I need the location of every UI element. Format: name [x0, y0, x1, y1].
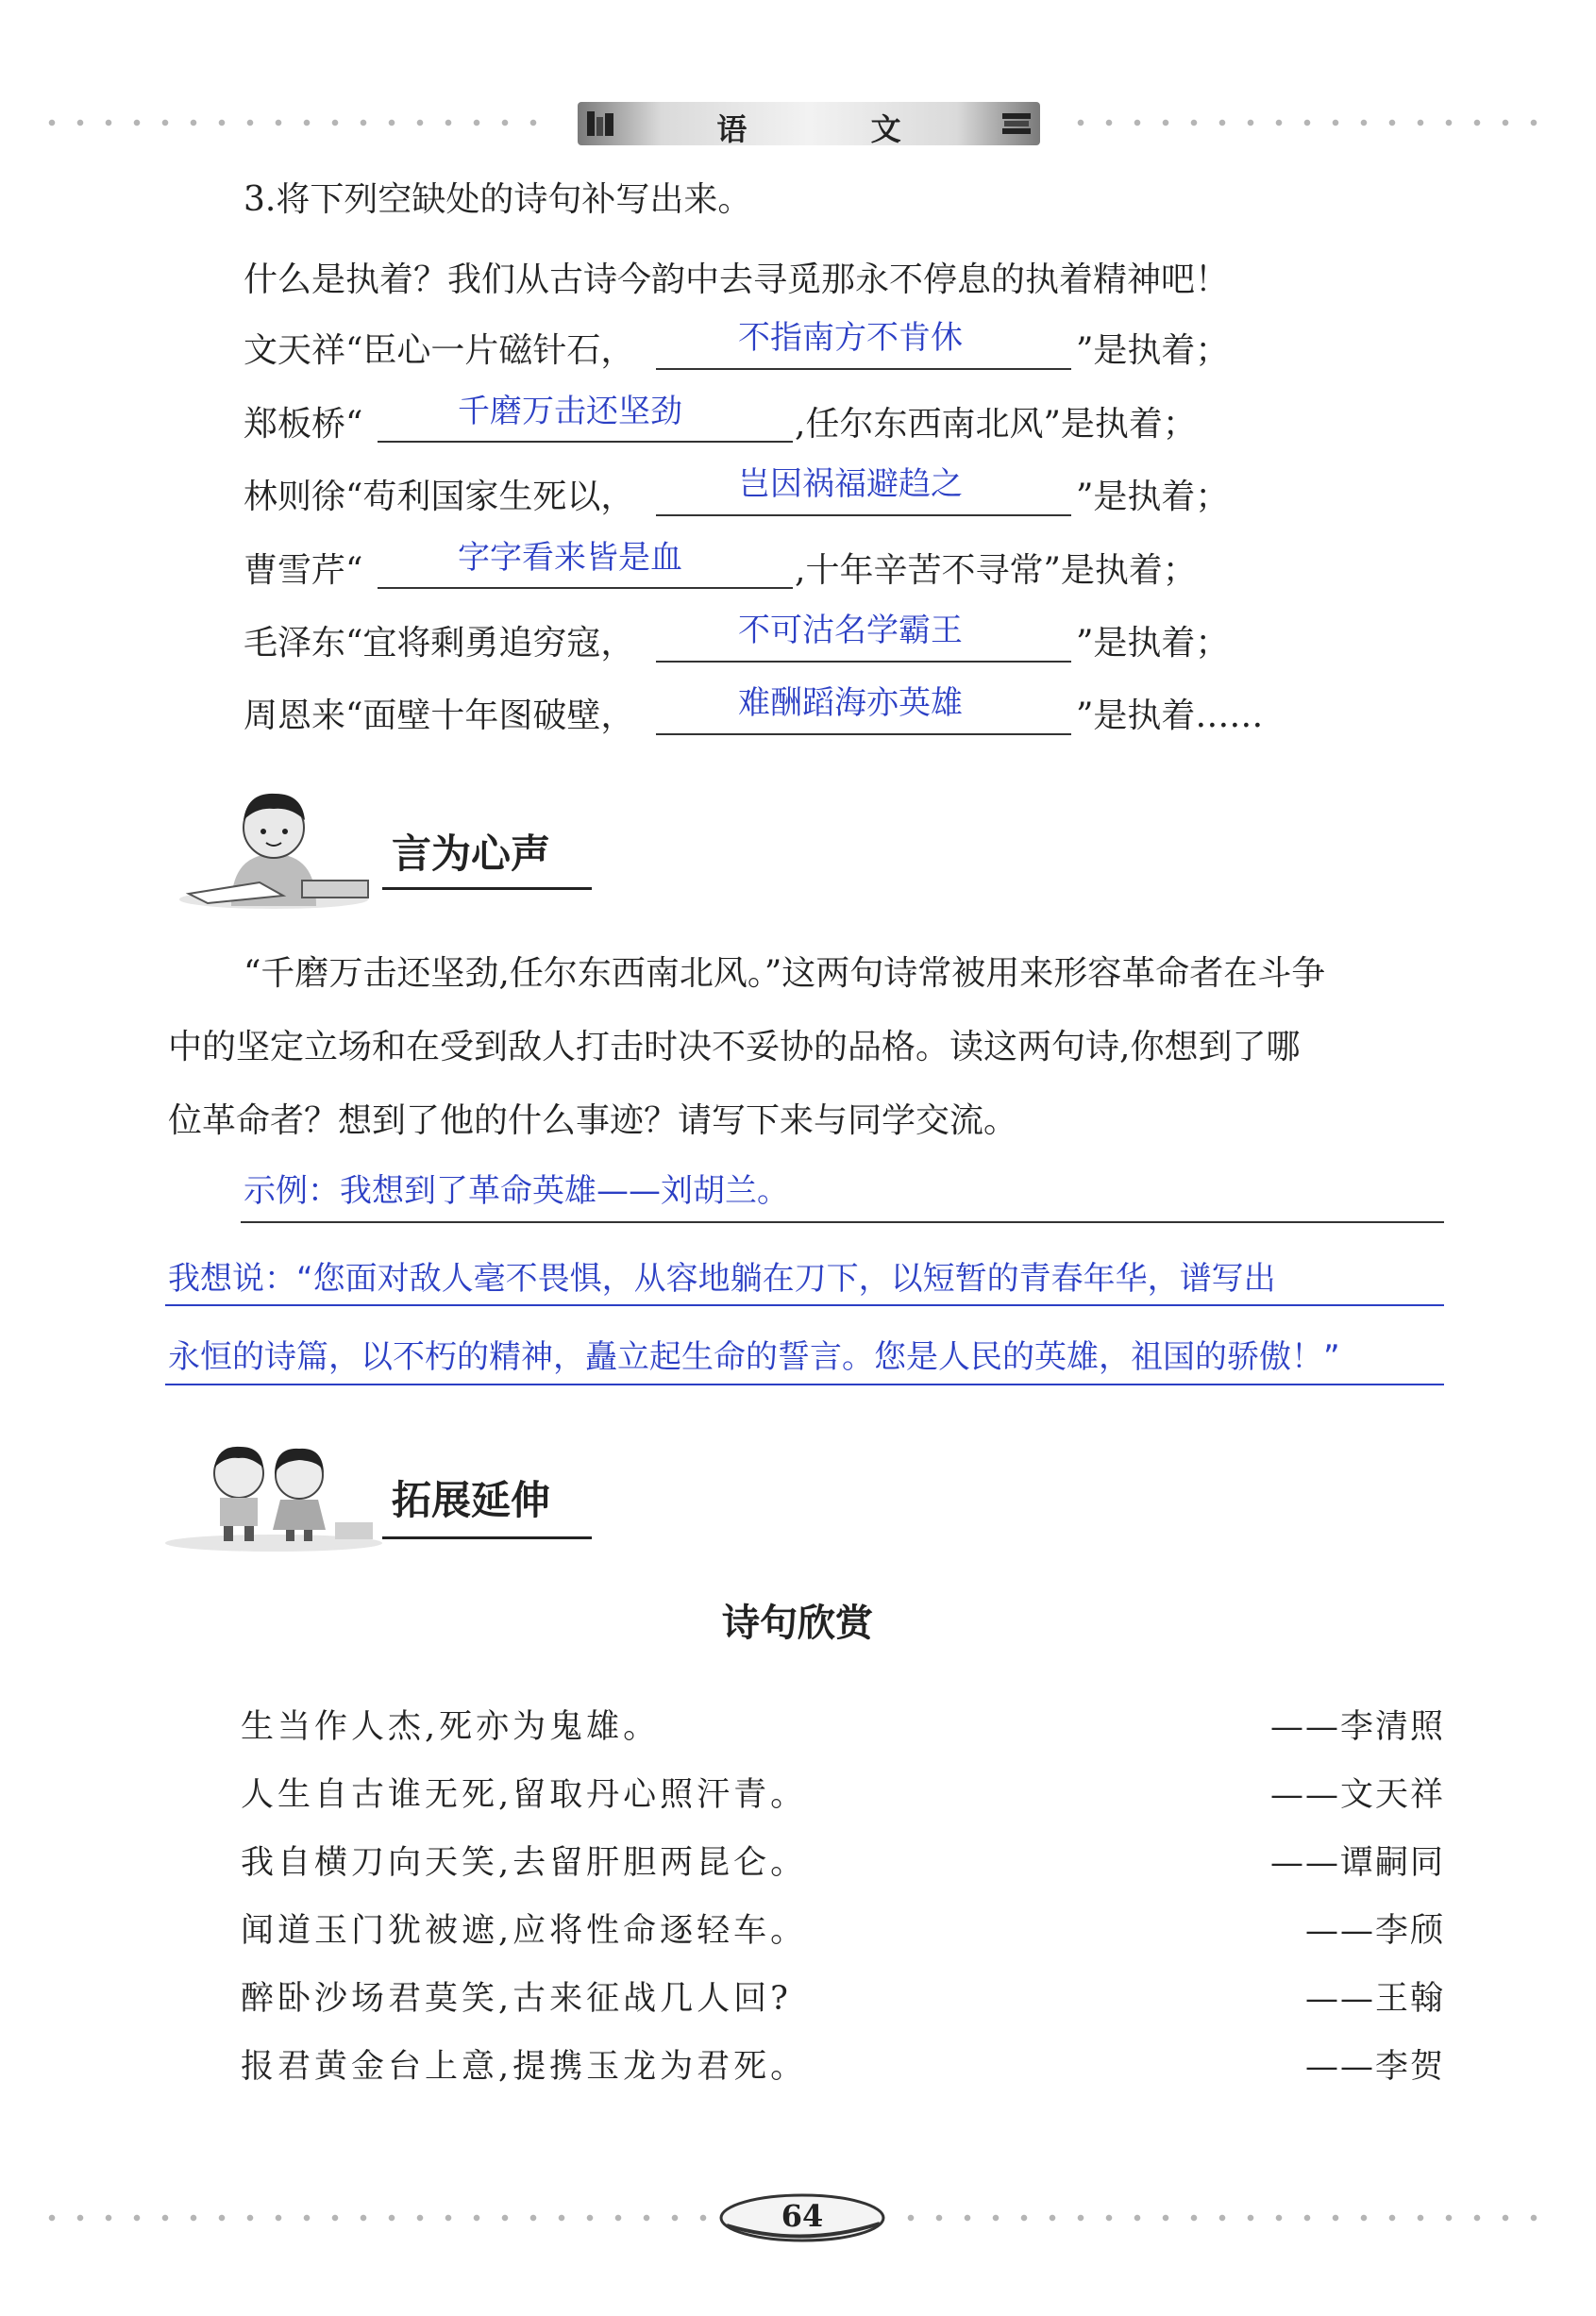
answer-blank — [378, 441, 793, 443]
poem-author: ——李清照 — [1269, 1708, 1445, 1746]
fill-line-suffix: ”是执着…… — [1076, 696, 1264, 735]
section-underline — [382, 887, 592, 890]
fill-line-prefix: 郑板桥“ — [244, 405, 363, 444]
fill-line-suffix: ”是执着； — [1076, 478, 1230, 516]
poem-author: ——李颀 — [1304, 1912, 1445, 1950]
answer-blank — [378, 587, 793, 589]
handwritten-answer: 永恒的诗篇，以不朽的精神，矗立起生命的誓言。您是人民的英雄，祖国的骄傲！” — [168, 1338, 1340, 1376]
page-number-badge — [717, 2190, 887, 2246]
fill-line-prefix: 曹雪芹“ — [244, 551, 363, 590]
answer-line — [241, 1221, 1444, 1223]
stacked-books-icon — [1000, 108, 1033, 140]
poem-author: ——王翰 — [1304, 1980, 1445, 2018]
footer-dots-right — [897, 2214, 1558, 2222]
fill-line-prefix: 周恩来“面壁十年图破壁， — [244, 696, 635, 735]
answer-blank — [656, 514, 1071, 516]
two-kids-icon — [165, 1430, 382, 1552]
poem-line: 我自横刀向天笑,去留肝胆两昆仑。 — [241, 1844, 808, 1882]
fill-line-suffix: ”是执着； — [1076, 331, 1230, 370]
header-title: 语 文 — [716, 111, 958, 147]
answer-line — [165, 1384, 1444, 1385]
fill-line-prefix: 文天祥“臣心一片磁针石， — [244, 331, 635, 370]
footer-dots-left — [38, 2214, 709, 2222]
poem-line: 闻道玉门犹被遮,应将性命逐轻车。 — [241, 1912, 808, 1950]
header-dots-left — [38, 119, 558, 126]
handwritten-answer: 难酬蹈海亦英雄 — [738, 684, 963, 722]
poem-line: 人生自古谁无死,留取丹心照汗青。 — [241, 1776, 808, 1814]
poem-author: ——谭嗣同 — [1269, 1844, 1445, 1882]
header-dots-right — [1067, 119, 1558, 126]
poem-author: ——李贺 — [1304, 2048, 1445, 2086]
header-band — [578, 102, 1040, 145]
poem-line: 生当作人杰,死亦为鬼雄。 — [241, 1708, 661, 1746]
subsection-title: 诗句欣赏 — [722, 1601, 873, 1645]
answer-line — [165, 1304, 1444, 1306]
exercise-intro: 什么是执着？我们从古诗今韵中去寻觅那永不停息的执着精神吧！ — [244, 260, 1230, 299]
fill-line-suffix: ,任尔东西南北风”是执着； — [795, 405, 1197, 444]
poem-author: ——文天祥 — [1269, 1776, 1445, 1814]
page-number: 64 — [781, 2198, 824, 2234]
handwritten-answer: 示例：我想到了革命英雄——刘胡兰。 — [244, 1172, 789, 1210]
section-title: 拓展延伸 — [392, 1477, 551, 1523]
reading-boy-icon — [179, 779, 382, 911]
poem-line: 报君黄金台上意,提携玉龙为君死。 — [241, 2048, 808, 2086]
paragraph-line: “千磨万击还坚劲,任尔东西南北风。”这两句诗常被用来形容革命者在斗争 — [244, 954, 1326, 993]
section-underline — [382, 1536, 592, 1539]
answer-blank — [656, 733, 1071, 735]
handwritten-answer: 千磨万击还坚劲 — [458, 393, 682, 430]
paragraph-line: 位革命者？想到了他的什么事迹？请写下来与同学交流。 — [168, 1101, 1018, 1140]
handwritten-answer: 字字看来皆是血 — [458, 539, 682, 577]
exercise-prompt: 3.将下列空缺处的诗句补写出来。 — [244, 180, 752, 219]
answer-blank — [656, 368, 1071, 370]
fill-line-prefix: 毛泽东“宜将剩勇追穷寇， — [244, 624, 635, 663]
fill-line-prefix: 林则徐“苟利国家生死以， — [244, 478, 635, 516]
handwritten-answer: 我想说：“您面对敌人毫不畏惧，从容地躺在刀下，以短暂的青春年华，谱写出 — [168, 1260, 1276, 1298]
handwritten-answer: 岂因祸福避趋之 — [738, 465, 963, 503]
fill-line-suffix: ”是执着； — [1076, 624, 1230, 663]
fill-line-suffix: ,十年辛苦不寻常”是执着； — [795, 551, 1197, 590]
handwritten-answer: 不指南方不肯休 — [738, 319, 963, 357]
answer-blank — [656, 661, 1071, 663]
poem-line: 醉卧沙场君莫笑,古来征战几人回? — [241, 1980, 792, 2018]
paragraph-line: 中的坚定立场和在受到敌人打击时决不妥协的品格。读这两句诗,你想到了哪 — [168, 1028, 1301, 1066]
section-title: 言为心声 — [392, 831, 551, 877]
handwritten-answer: 不可沽名学霸王 — [738, 612, 963, 649]
